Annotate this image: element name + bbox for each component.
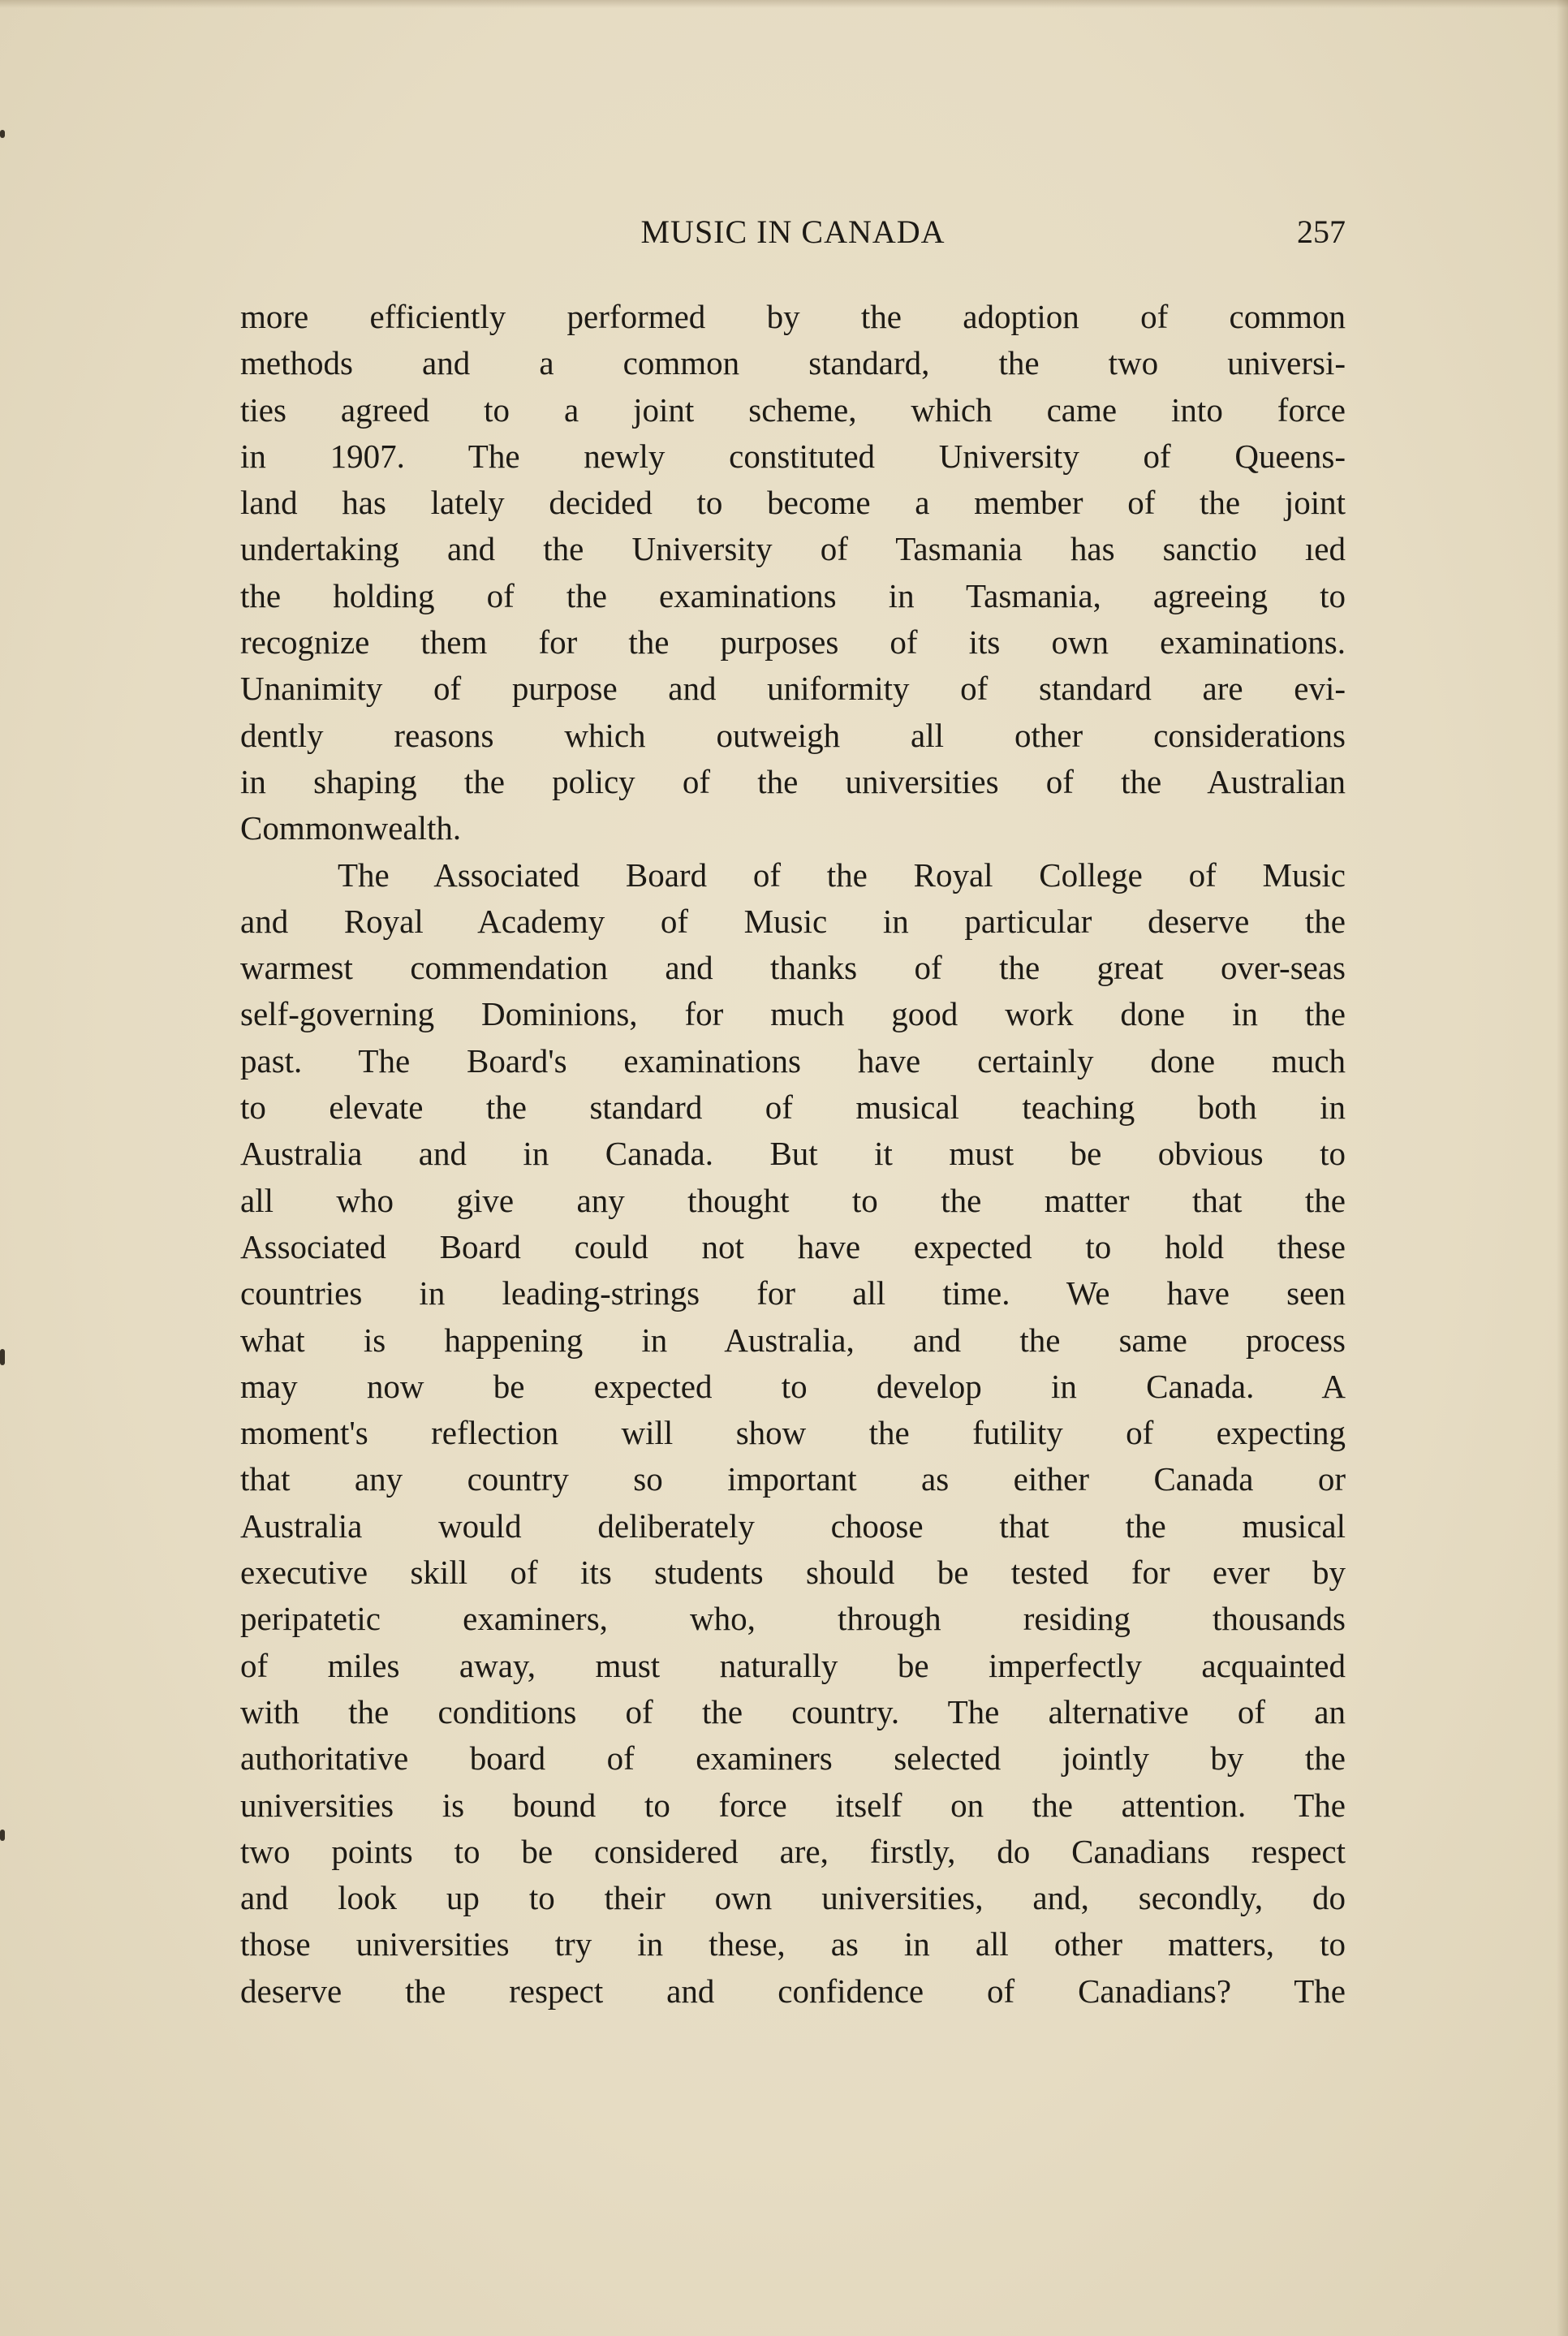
paragraph-start-line: The Associated Board of the Royal College of Music — [338, 856, 1346, 894]
margin-speck — [0, 1349, 5, 1365]
margin-speck — [0, 1830, 5, 1841]
page-number: 257 — [1297, 213, 1346, 250]
text-line: self-governing Dominions, for much good work done in the — [240, 995, 1346, 1033]
text-line: Unanimity of purpose and uniformity of standard are evi- — [240, 670, 1346, 708]
text-line: those universities try in these, as in all other matters, to — [240, 1925, 1346, 1963]
text-line: recognize them for the purposes of its own examinations. — [240, 623, 1346, 662]
text-line: what is happening in Australia, and the same process — [240, 1321, 1346, 1359]
page-top-edge-shadow — [0, 0, 1568, 8]
body-text — [240, 294, 1346, 2015]
text-line: Australia and in Canada. But it must be obvious to — [240, 1135, 1346, 1173]
running-title: MUSIC IN CANADA — [640, 213, 946, 250]
text-line: dently reasons which outweigh all other considerations — [240, 716, 1346, 754]
text-line: all who give any thought to the matter that the — [240, 1181, 1346, 1219]
text-line: land has lately decided to become a member of the joint — [240, 484, 1346, 522]
text-line: past. The Board's examinations have certainly done much — [240, 1041, 1346, 1080]
text-line: the holding of the examinations in Tasmania, agreeing to — [240, 576, 1346, 614]
text-line: more efficiently performed by the adoption of common — [240, 298, 1346, 335]
page-right-edge-shadow — [1557, 0, 1568, 2336]
text-line: Associated Board could not have expected to hold these — [240, 1227, 1346, 1265]
text-line: in shaping the policy of the universities of the Australian — [240, 762, 1346, 800]
text-line: in 1907. The newly constituted University of Queens- — [240, 437, 1346, 475]
page-header — [240, 213, 1346, 261]
text-line: methods and a common standard, the two universi- — [240, 344, 1346, 382]
text-line: deserve the respect and confidence of Canadians? The — [240, 1972, 1346, 2010]
text-line: and Royal Academy of Music in particular deserve the — [240, 902, 1346, 940]
text-line: authoritative board of examiners selected jointly by the — [240, 1739, 1346, 1778]
text-line: that any country so important as either Canada or — [240, 1460, 1346, 1498]
text-line: countries in leading-strings for all time. We have seen — [240, 1274, 1346, 1312]
text-line: peripatetic examiners, who, through residing thousands — [240, 1600, 1346, 1638]
text-line: executive skill of its students should be tested for ever by — [240, 1554, 1346, 1592]
text-line: with the conditions of the country. The alternative of an — [240, 1692, 1346, 1730]
text-line: Commonwealth. — [240, 809, 462, 847]
text-line: warmest commendation and thanks of the great over-seas — [240, 949, 1346, 987]
margin-speck — [0, 130, 5, 138]
text-line: to elevate the standard of musical teaching both in — [240, 1088, 1346, 1127]
text-line: ties agreed to a joint scheme, which came into force — [240, 390, 1346, 429]
text-line: universities is bound to force itself on the attention. The — [240, 1786, 1346, 1824]
text-line: undertaking and the University of Tasmania has sanctio ıed — [240, 530, 1346, 568]
text-line: may now be expected to develop in Canada. A — [240, 1367, 1346, 1405]
text-line: moment's reflection will show the futility of expecting — [240, 1414, 1346, 1452]
text-line: of miles away, must naturally be imperfectly acquainted — [240, 1646, 1346, 1684]
text-line: and look up to their own universities, and, secondly, do — [240, 1879, 1346, 1917]
text-line: two points to be considered are, firstly, do Canadians respect — [240, 1832, 1346, 1870]
text-line: Australia would deliberately choose that the musical — [240, 1506, 1346, 1545]
